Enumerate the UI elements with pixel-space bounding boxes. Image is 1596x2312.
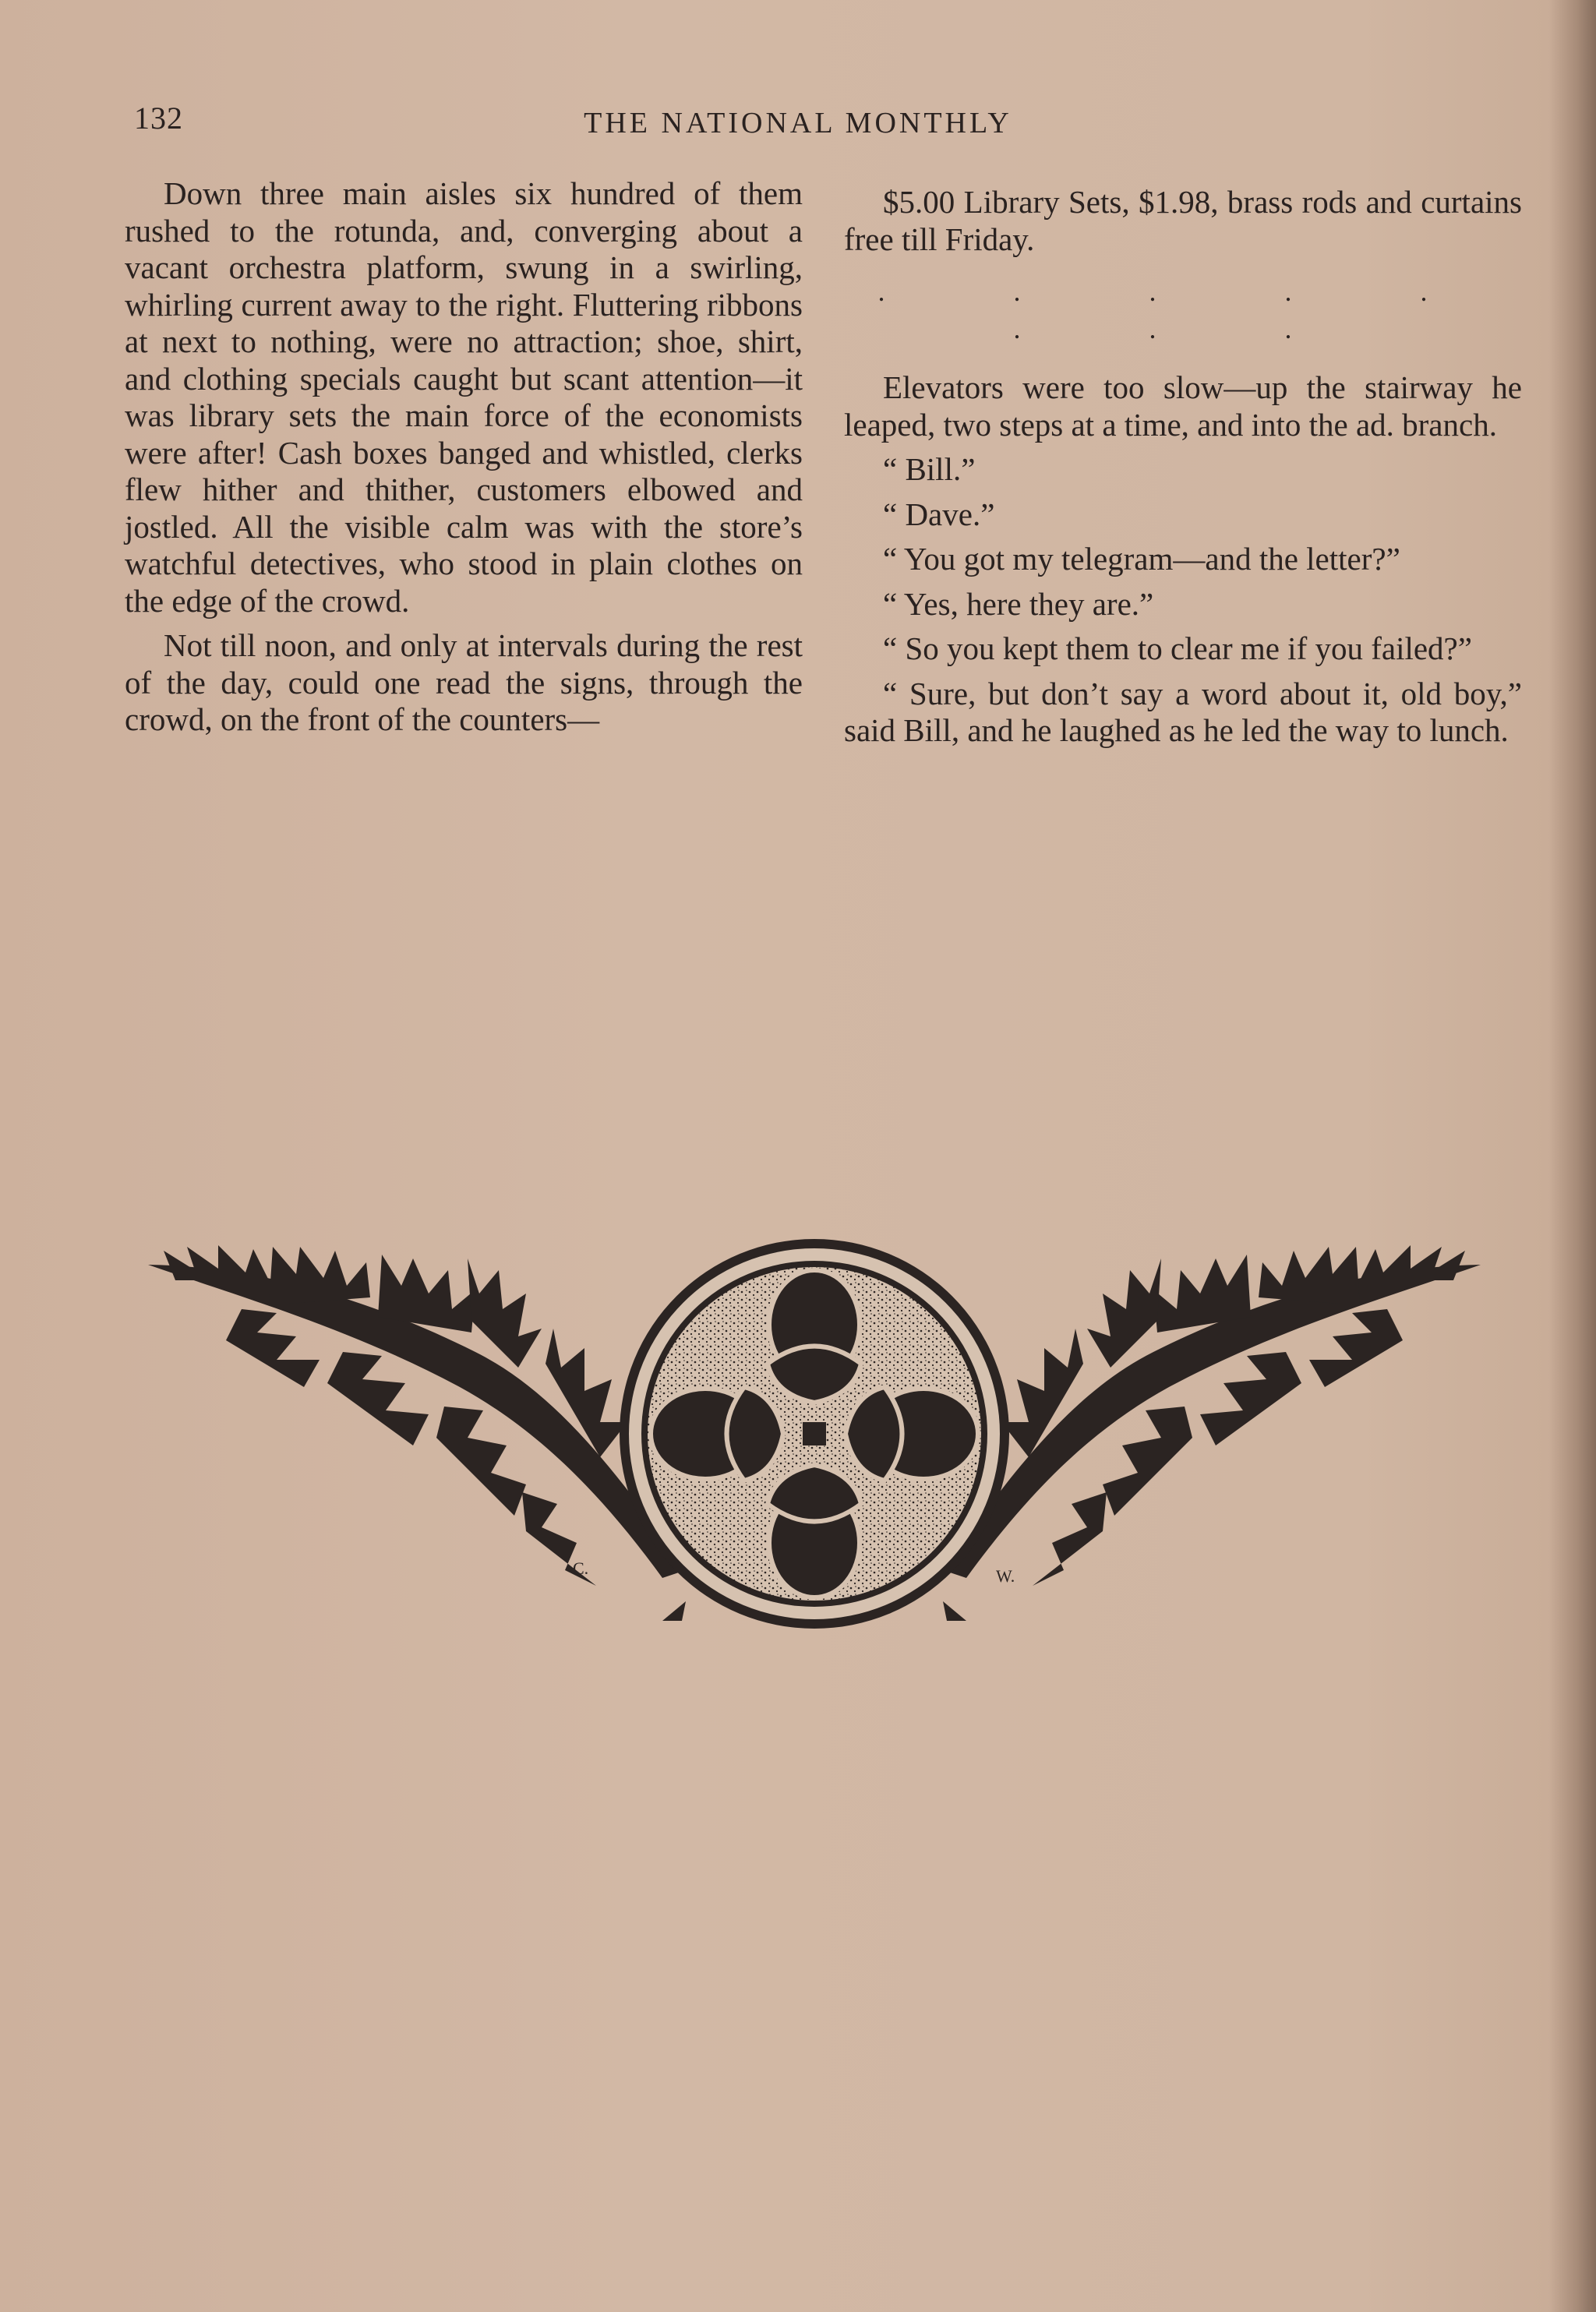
paragraph: Not till noon, and only at intervals during the rest of the day, could one read the signs, through the crowd, on the front of the counters—: [125, 627, 803, 737]
dialogue-line: “ So you kept them to clear me if you failed?”: [883, 630, 1472, 666]
dialogue-line: “ Bill.”: [883, 451, 976, 487]
ornament-initial-left: C.: [573, 1558, 589, 1578]
section-break-dots: . . . . . . . .: [877, 276, 1488, 344]
right-oak-branch: [943, 1245, 1481, 1586]
running-head: THE NATIONAL MONTHLY: [584, 107, 1012, 139]
counter-sign-text: $5.00 Library Sets, $1.98, brass rods and curtains free till Friday.: [844, 184, 1522, 257]
page-edge-shadow: [1549, 0, 1596, 2312]
left-oak-branch: [148, 1245, 686, 1586]
paragraph: Down three main aisles six hundred of them rushed to the rotunda, and, converging about a vacant orchestra platform, swung in a swirling, whirling current away to the right. Fluttering ribbons at next to nothing, were no attraction; shoe, shirt, and clothing specials caught but scant attention—it was library sets the main force of the economists were after! Cash boxes banged and whistled, clerks flew hither and thither, customers elbowed and jostled. All the visible calm was with the store’s watchful detectives, who stood in plain clothes on the edge of the crowd.: [125, 175, 803, 619]
page-number: 132: [134, 101, 183, 136]
dialogue-line: “ Yes, here they are.”: [883, 585, 1154, 622]
right-column: [844, 184, 1522, 757]
dialogue-line: “ Dave.”: [883, 496, 995, 532]
dialogue-line: “ Sure, but don’t say a word about it, old boy,” said Bill, and he laughed as he led the way to lunch.: [844, 675, 1522, 748]
dialogue-line: “ You got my telegram—and the letter?”: [883, 541, 1400, 577]
acorn-medallion: [620, 1239, 1009, 1629]
left-column: [125, 175, 803, 747]
paragraph: Elevators were too slow—up the stairway he leaped, two steps at a time, and into the ad. branch.: [844, 369, 1522, 443]
oak-leaf-acorn-vignette-icon: [148, 1235, 1481, 1636]
ornament-initial-right: W.: [996, 1566, 1015, 1586]
